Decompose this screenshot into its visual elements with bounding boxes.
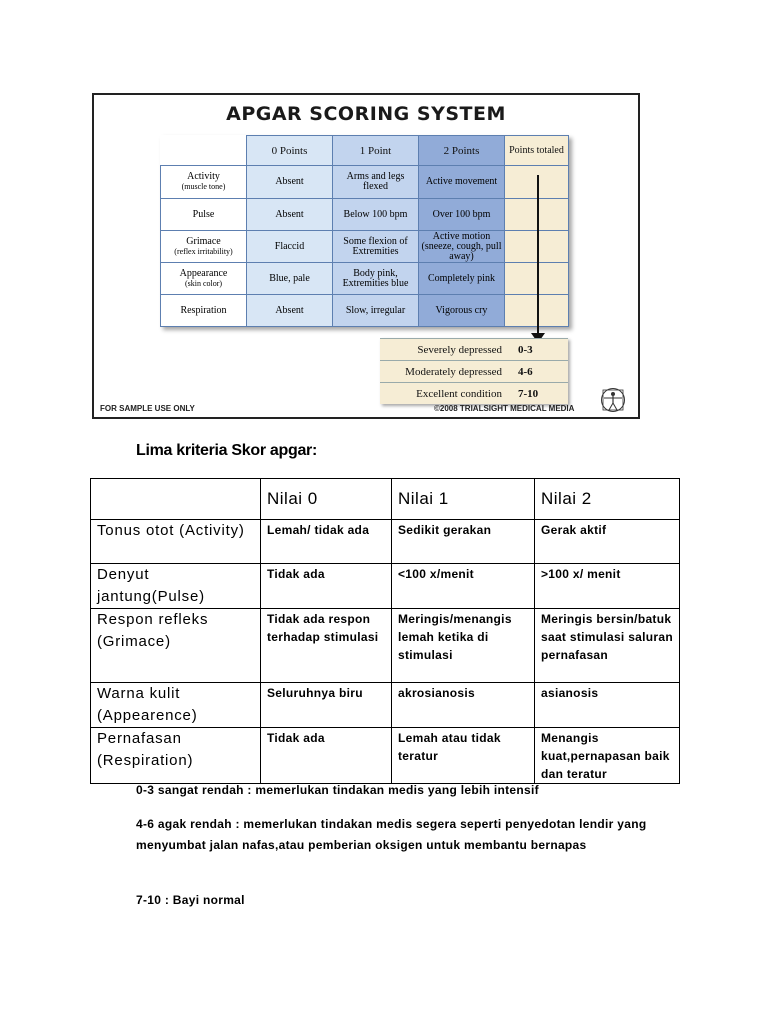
apgar-criteria-table bbox=[90, 478, 680, 784]
figure-title: APGAR SCORING SYSTEM bbox=[226, 103, 506, 125]
criteria-value: <100 x/menit bbox=[392, 564, 535, 609]
header-cell: Nilai 2 bbox=[535, 479, 680, 520]
section-heading: Lima kriteria Skor apgar: bbox=[136, 442, 318, 459]
score-cell: Active movement bbox=[419, 166, 505, 199]
corner-cell bbox=[161, 136, 247, 166]
score-cell: Body pink, Extremities blue bbox=[333, 263, 419, 295]
row-label-text: Appearance bbox=[179, 267, 228, 279]
criteria-value: Lemah/ tidak ada bbox=[261, 520, 392, 564]
figure-footer-left: FOR SAMPLE USE ONLY bbox=[100, 404, 195, 413]
score-cell: Over 100 bpm bbox=[419, 199, 505, 231]
apgar-figure bbox=[92, 93, 640, 419]
criteria-label: Warna kulit (Appearence) bbox=[91, 683, 261, 728]
criteria-value: >100 x/ menit bbox=[535, 564, 680, 609]
note-mid-score: 4-6 agak rendah : memerlukan tindakan medis segera seperti penyedotan lendir yang menyumbat jalan nafas,atau pemberian oksigen untuk membantu bernapas bbox=[136, 817, 647, 852]
col-header: 2 Points bbox=[419, 136, 505, 166]
table-row bbox=[161, 295, 569, 327]
criteria-value: Tidak ada respon terhadap stimulasi bbox=[261, 609, 392, 683]
header-cell bbox=[91, 479, 261, 520]
criteria-value: Meringis bersin/batuk saat stimulasi saluran pernafasan bbox=[535, 609, 680, 683]
table-row bbox=[91, 564, 680, 609]
table-row bbox=[161, 166, 569, 199]
row-label-text: Pulse bbox=[192, 208, 215, 220]
row-label bbox=[161, 199, 247, 231]
legend-range: 0-3 bbox=[508, 339, 568, 361]
score-cell: Absent bbox=[247, 295, 333, 327]
score-cell: Completely pink bbox=[419, 263, 505, 295]
score-cell: Vigorous cry bbox=[419, 295, 505, 327]
row-label-text: Respiration bbox=[180, 304, 227, 316]
score-cell: Absent bbox=[247, 199, 333, 231]
figure-copyright: ©2008 TRIALSIGHT MEDICAL MEDIA bbox=[434, 404, 575, 413]
criteria-value: Lemah atau tidak teratur bbox=[392, 728, 535, 784]
legend-row bbox=[380, 361, 568, 383]
row-label-text: Grimace bbox=[186, 235, 221, 247]
col-header: Points totaled bbox=[505, 136, 569, 166]
legend-label: Severely depressed bbox=[380, 339, 508, 361]
header-cell: Nilai 0 bbox=[261, 479, 392, 520]
legend-row bbox=[380, 339, 568, 361]
criteria-value: asianosis bbox=[535, 683, 680, 728]
score-cell: Flaccid bbox=[247, 231, 333, 263]
col-header: 1 Point bbox=[333, 136, 419, 166]
row-sublabel: (reflex irritability) bbox=[174, 246, 233, 256]
row-label bbox=[161, 295, 247, 327]
table-row bbox=[161, 263, 569, 295]
row-label-text: Activity bbox=[187, 171, 220, 182]
score-cell: Active motion (sneeze, cough, pull away) bbox=[419, 231, 505, 263]
legend-range: 4-6 bbox=[508, 361, 568, 383]
table-row bbox=[161, 231, 569, 263]
criteria-label: Tonus otot (Activity) bbox=[91, 520, 261, 564]
score-cell: Slow, irregular bbox=[333, 295, 419, 327]
criteria-label: Respon refleks (Grimace) bbox=[91, 609, 261, 683]
criteria-value: Menangis kuat,pernapasan baik dan teratur bbox=[535, 728, 680, 784]
table-row bbox=[91, 728, 680, 784]
down-arrow-line bbox=[537, 175, 539, 335]
criteria-label: Denyut jantung(Pulse) bbox=[91, 564, 261, 609]
criteria-label: Pernafasan (Respiration) bbox=[91, 728, 261, 784]
criteria-value: Tidak ada bbox=[261, 564, 392, 609]
score-cell: Arms and legs flexed bbox=[333, 166, 419, 199]
row-sublabel: (muscle tone) bbox=[181, 182, 226, 191]
score-cell: Absent bbox=[247, 166, 333, 199]
row-label bbox=[161, 231, 247, 263]
score-cell: Below 100 bpm bbox=[333, 199, 419, 231]
row-label bbox=[161, 263, 247, 295]
score-cell: Blue, pale bbox=[247, 263, 333, 295]
vitruvian-man-logo-icon bbox=[600, 387, 626, 413]
table-row bbox=[91, 609, 680, 683]
header-cell: Nilai 1 bbox=[392, 479, 535, 520]
criteria-value: Tidak ada bbox=[261, 728, 392, 784]
criteria-value: Meringis/menangis lemah ketika di stimulasi bbox=[392, 609, 535, 683]
apgar-scoring-table bbox=[160, 135, 569, 327]
row-sublabel: (skin color) bbox=[184, 278, 223, 288]
note-normal-score: 7-10 : Bayi normal bbox=[136, 893, 245, 907]
legend-range: 7-10 bbox=[508, 383, 568, 405]
legend-label: Excellent condition bbox=[380, 383, 508, 405]
header-row bbox=[91, 479, 680, 520]
legend-row bbox=[380, 383, 568, 405]
score-legend bbox=[380, 338, 568, 404]
criteria-value: Sedikit gerakan bbox=[392, 520, 535, 564]
criteria-value: akrosianosis bbox=[392, 683, 535, 728]
score-cell: Some flexion of Extremities bbox=[333, 231, 419, 263]
criteria-value: Seluruhnya biru bbox=[261, 683, 392, 728]
table-row bbox=[161, 199, 569, 231]
table-row bbox=[91, 683, 680, 728]
col-header: 0 Points bbox=[247, 136, 333, 166]
row-label bbox=[161, 166, 247, 199]
note-low-score: 0-3 sangat rendah : memerlukan tindakan medis yang lebih intensif bbox=[136, 783, 539, 797]
criteria-value: Gerak aktif bbox=[535, 520, 680, 564]
table-row bbox=[91, 520, 680, 564]
legend-label: Moderately depressed bbox=[380, 361, 508, 383]
